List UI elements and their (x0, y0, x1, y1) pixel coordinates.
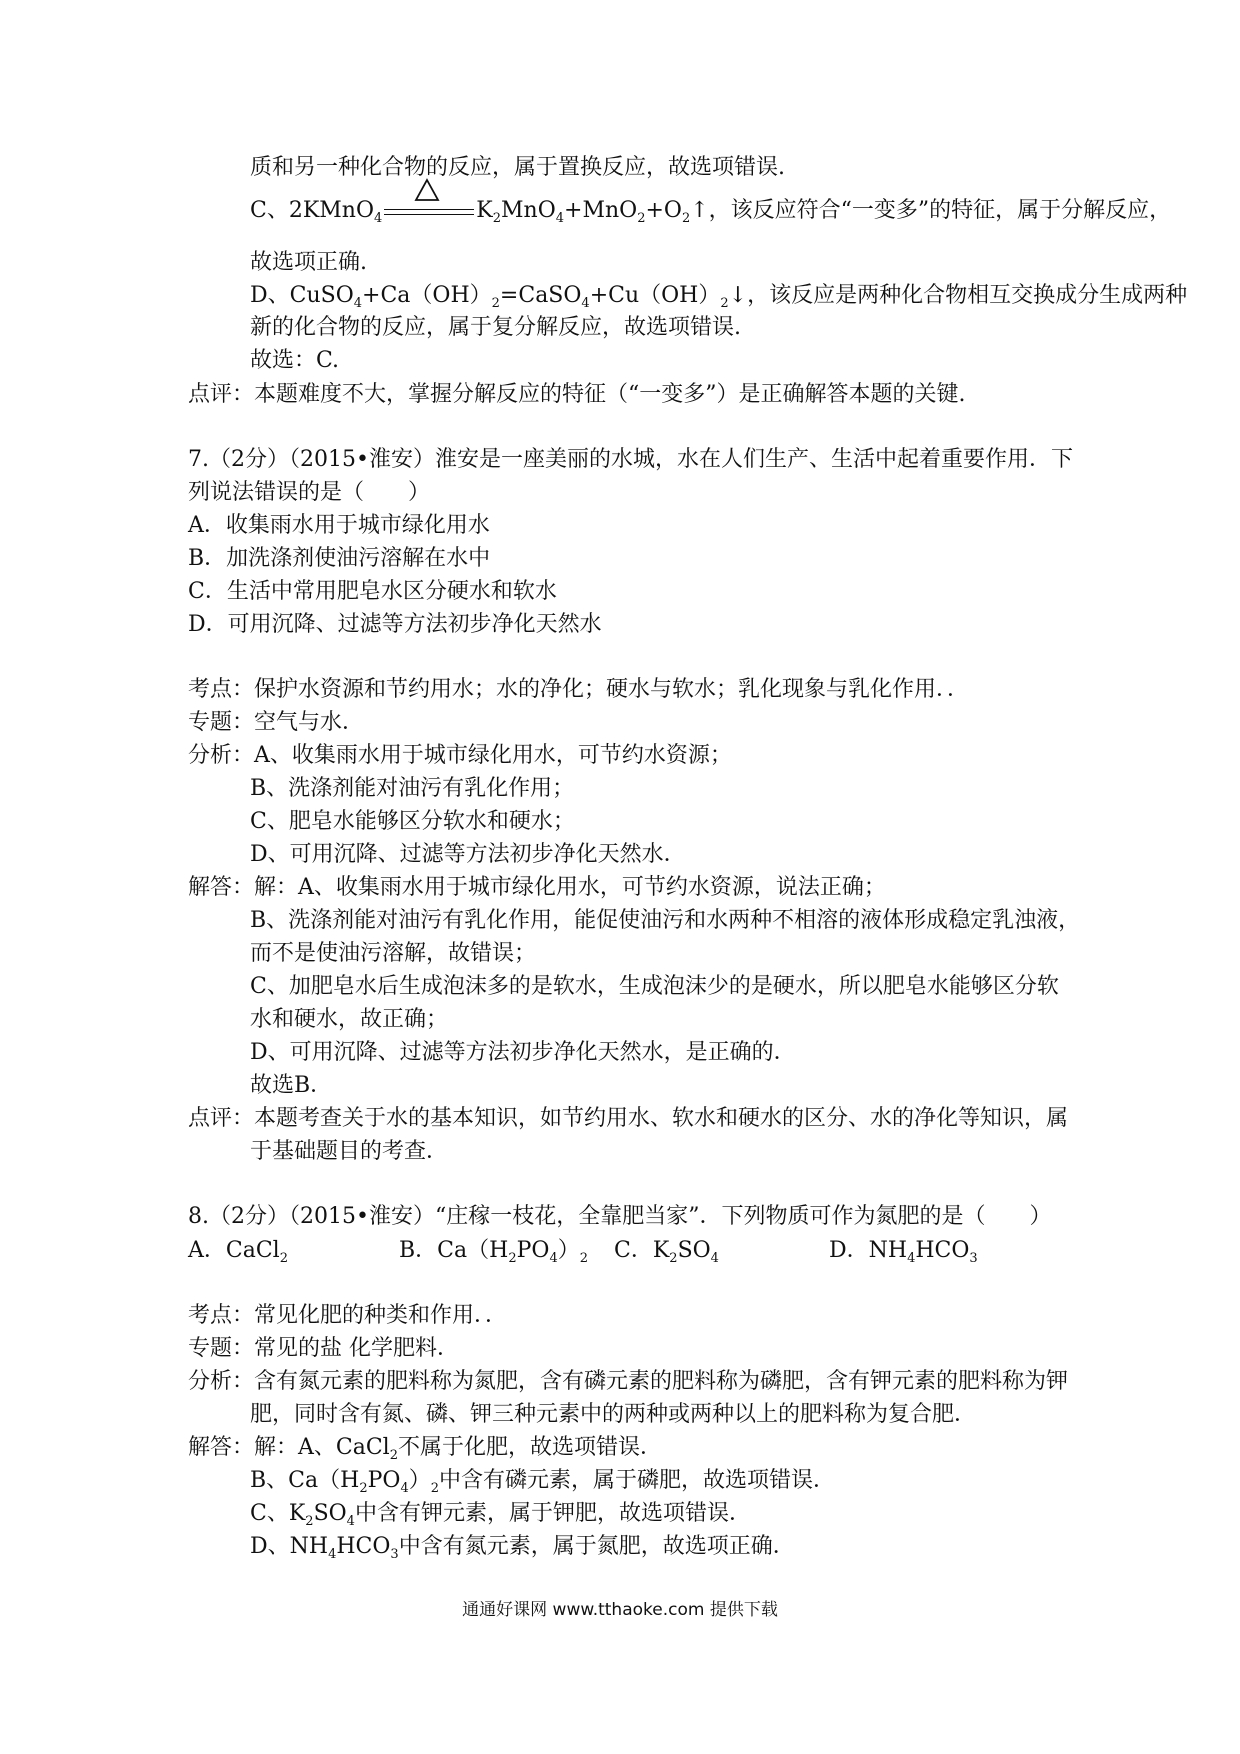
q8-jieda-c: C、$K_2SO_4$中含有钾元素，属于钾肥，故选项错误． (250, 1501, 751, 1529)
q7-fenxi-line2: B、洗涤剂能对油污有乳化作用； (250, 776, 575, 801)
q6-option-c-equation: C、2KMnO$_4$ $K_2MnO_4+MnO_2+O_2↑$，该反应符合“一变多”的特征，属于分解反应， (250, 196, 1171, 234)
q7-dianping-line2: 于基础题目的考查． (250, 1139, 449, 1164)
q8-kaodian: 考点：常见化肥的种类和作用．． (188, 1303, 508, 1328)
q8-fenxi-line1: 分析：含有氮元素的肥料称为氮肥，含有磷元素的肥料称为磷肥，含有钾元素的肥料称为钾 (188, 1369, 1069, 1394)
q7-jieda-line7: 故选B． (250, 1073, 333, 1098)
q8-zhuanti: 专题：常见的盐 化学肥料． (188, 1336, 459, 1361)
q7-jieda-line4: C、加肥皂水后生成泡沫多的是软水，生成泡沫少的是硬水，所以肥皂水能够区分软 (250, 974, 1059, 999)
page-footer: 通通好课网 www.tthaoke.com 提供下载 (462, 1600, 778, 1620)
q7-option-b: B．加洗涤剂使油污溶解在水中 (188, 546, 491, 571)
q7-jieda-line2: B、洗涤剂能对油污有乳化作用，能促使油污和水两种不相溶的液体形成稳定乳浊液， (250, 908, 1081, 933)
q7-zhuanti: 专题：空气与水． (188, 710, 365, 735)
q7-option-a: A．收集雨水用于城市绿化用水 (188, 513, 490, 538)
q8-option-c: C．$K_2SO_4$ (614, 1238, 719, 1266)
q8-jieda-d: D、$NH_4HCO_3$中含有氮元素，属于氮肥，故选项正确． (250, 1534, 795, 1562)
q7-fenxi-line4: D、可用沉降、过滤等方法初步净化天然水． (250, 842, 686, 867)
q6-option-d-equation: D、$CuSO_4+Ca(OH)_2=CaSO_4+Cu(OH)_2↓$，该反应是两种化合物相互交换成分生成两种 (250, 283, 1188, 311)
q7-option-c: C．生活中常用肥皂水区分硬水和软水 (188, 579, 557, 604)
q7-fenxi-line1: 分析：A、收集雨水用于城市绿化用水，可节约水资源； (188, 743, 732, 768)
q6-comment: 点评：本题难度不大，掌握分解反应的特征（“一变多”）是正确解答本题的关键. (188, 382, 966, 407)
q7-jieda-line6: D、可用沉降、过滤等方法初步净化天然水，是正确的． (250, 1040, 796, 1065)
q7-fenxi-line3: C、肥皂水能够区分软水和硬水； (250, 809, 575, 834)
q8-jieda-b: B、$Ca(H_2PO_4)_2$中含有磷元素，属于磷肥，故选项错误． (250, 1468, 836, 1496)
q7-jieda-line3: 而不是使油污溶解，故错误； (250, 941, 537, 966)
q8-option-a: A．CaCl$_2$ (188, 1238, 288, 1266)
q7-stem-line1: 7.（2分）（2015•淮安）淮安是一座美丽的水城，水在人们生产、生活中起着重要作用．下 (188, 447, 1073, 472)
q7-option-d: D．可用沉降、过滤等方法初步净化天然水 (188, 612, 602, 637)
q8-jieda-a: 解答：解：A、CaCl$_2$不属于化肥，故选项错误． (188, 1435, 663, 1463)
q6-choose: 故选：C. (250, 348, 340, 373)
q8-option-b: B．$Ca(H_2PO_4)_2$ (399, 1238, 589, 1266)
q8-options (188, 1236, 978, 1274)
q6-line-a: 质和另一种化合物的反应，属于置换反应，故选项错误. (250, 155, 785, 180)
q7-dianping-line1: 点评：本题考查关于水的基本知识，如节约用水、软水和硬水的区分、水的净化等知识，属 (188, 1106, 1069, 1131)
q8-option-d: D．$NH_4HCO_3$ (829, 1238, 978, 1266)
q7-jieda-line1: 解答：解：A、收集雨水用于城市绿化用水，可节约水资源，说法正确； (188, 875, 886, 900)
heating-condition-symbol (384, 200, 474, 222)
q7-jieda-line5: 水和硬水，故正确； (250, 1007, 449, 1032)
q7-kaodian: 考点：保护水资源和节约用水；水的净化；硬水与软水；乳化现象与乳化作用．． (188, 677, 970, 702)
q7-stem-line2: 列说法错误的是（ ） (188, 480, 431, 505)
q6-option-c-line2: 故选项正确. (250, 250, 367, 275)
q6-option-d-line2: 新的化合物的反应，属于复分解反应，故选项错误. (250, 315, 741, 340)
q8-stem: 8.（2分）（2015•淮安）“庄稼一枝花，全靠肥当家”．下列物质可作为氮肥的是（ ） (188, 1204, 1052, 1229)
q8-fenxi-line2: 肥，同时含有氮、磷、钾三种元素中的两种或两种以上的肥料称为复合肥． (250, 1402, 977, 1427)
